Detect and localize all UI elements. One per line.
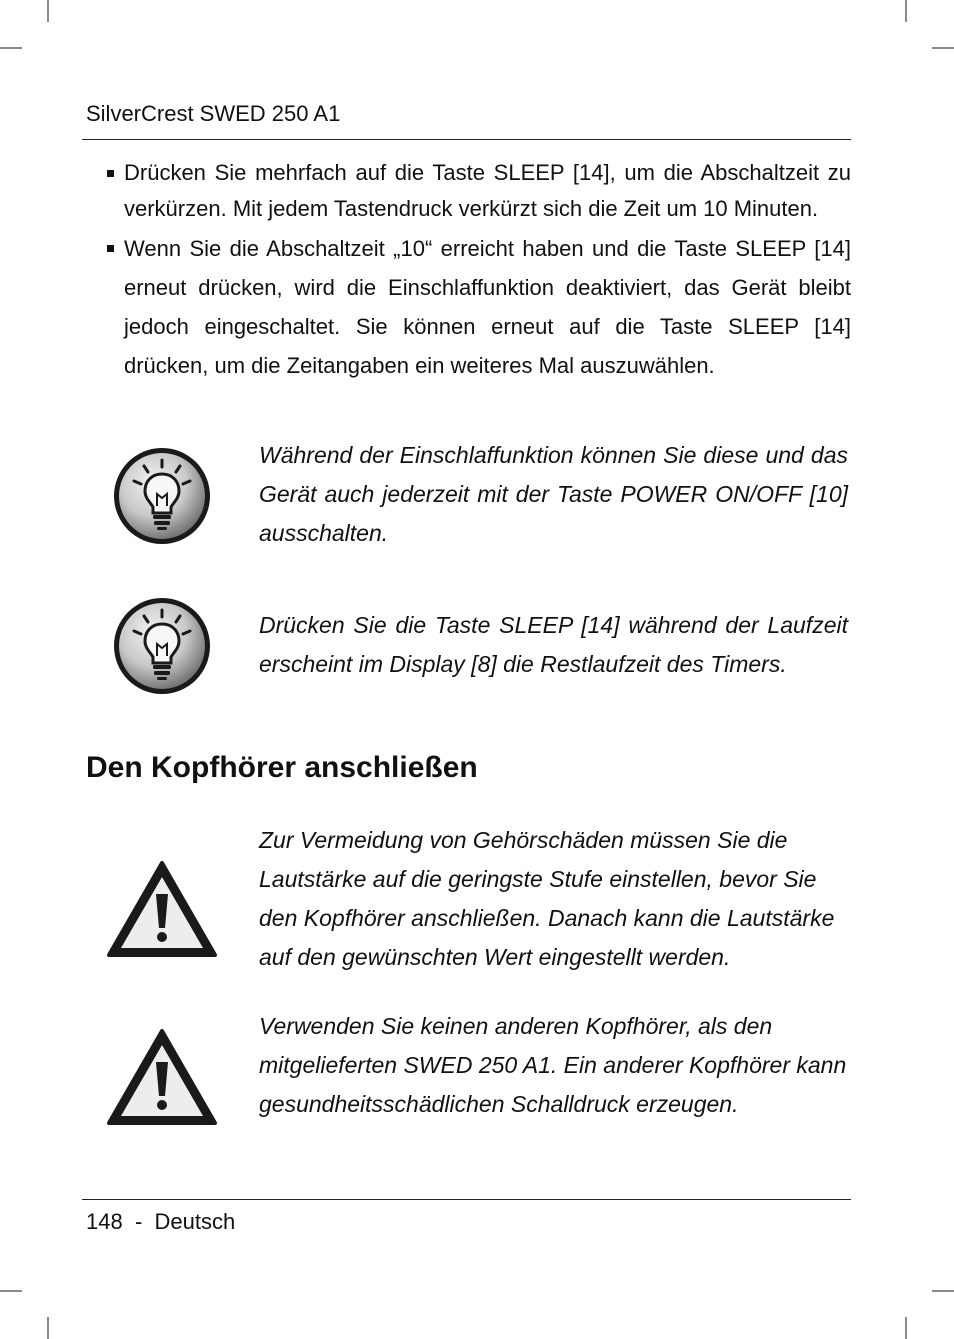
lightbulb-icon [112,446,212,546]
crop-mark [932,47,954,49]
crop-mark [905,1317,907,1339]
bullet-square-icon [107,245,114,252]
note-text: Drücken Sie die Taste SLEEP [14] während der Laufzeit erscheint im Display [8] die Restlaufzeit des Timers. [259,612,848,677]
crop-mark [905,0,907,22]
crop-mark [0,47,22,49]
list-item [86,155,851,227]
crop-mark [932,1290,954,1292]
warning-triangle-icon [106,860,218,958]
header-rule [82,139,851,140]
bullet-square-icon [107,170,114,177]
list-item-text: Drücken Sie mehrfach auf die Taste SLEEP [14], um die Abschaltzeit zu verkürzen. Mit jedem Tastendruck verkürzt sich die Zeit um 10 Minuten. [124,160,851,221]
warning-triangle-icon [106,1028,218,1126]
page-number: 148 [86,1209,123,1234]
footer-separator: - [134,1209,143,1234]
crop-mark [47,0,49,22]
section-heading: Den Kopfhörer anschließen [86,751,478,784]
warning-text: Zur Vermeidung von Gehörschäden müssen Sie die Lautstärke auf die geringste Stufe einstellen, bevor Sie den Kopfhörer anschließen. Danach kann die Lautstärke auf den gewünschten Wert eingestellt werden. [259,827,835,970]
list-item-text: Wenn Sie die Abschaltzeit „10“ erreicht haben und die Taste SLEEP [14] erneut drücken, wird die Einschlaffunktion deaktiviert, das Gerät bleibt jedoch eingeschaltet. Sie können erneut auf die Taste SLEEP [14] drücken, um die Zeitangaben ein weiteres Mal auszuwählen. [124,236,851,378]
footer-rule [82,1199,851,1200]
warning-text: Verwenden Sie keinen anderen Kopfhörer, als den mitgelieferten SWED 250 A1. Ein anderer Kopfhörer kann gesundheitsschädlichen Schalldruck erzeugen. [259,1013,847,1117]
instruction-list [86,155,851,385]
crop-mark [0,1290,22,1292]
note-text: Während der Einschlaffunktion können Sie diese und das Gerät auch jederzeit mit der Taste POWER ON/OFF [10] ausschalten. [259,442,848,546]
lightbulb-icon [112,596,212,696]
running-header: SilverCrest SWED 250 A1 [86,101,341,126]
page-footer [86,1208,235,1236]
list-item [86,229,851,385]
footer-language: Deutsch [154,1209,236,1234]
crop-mark [47,1317,49,1339]
